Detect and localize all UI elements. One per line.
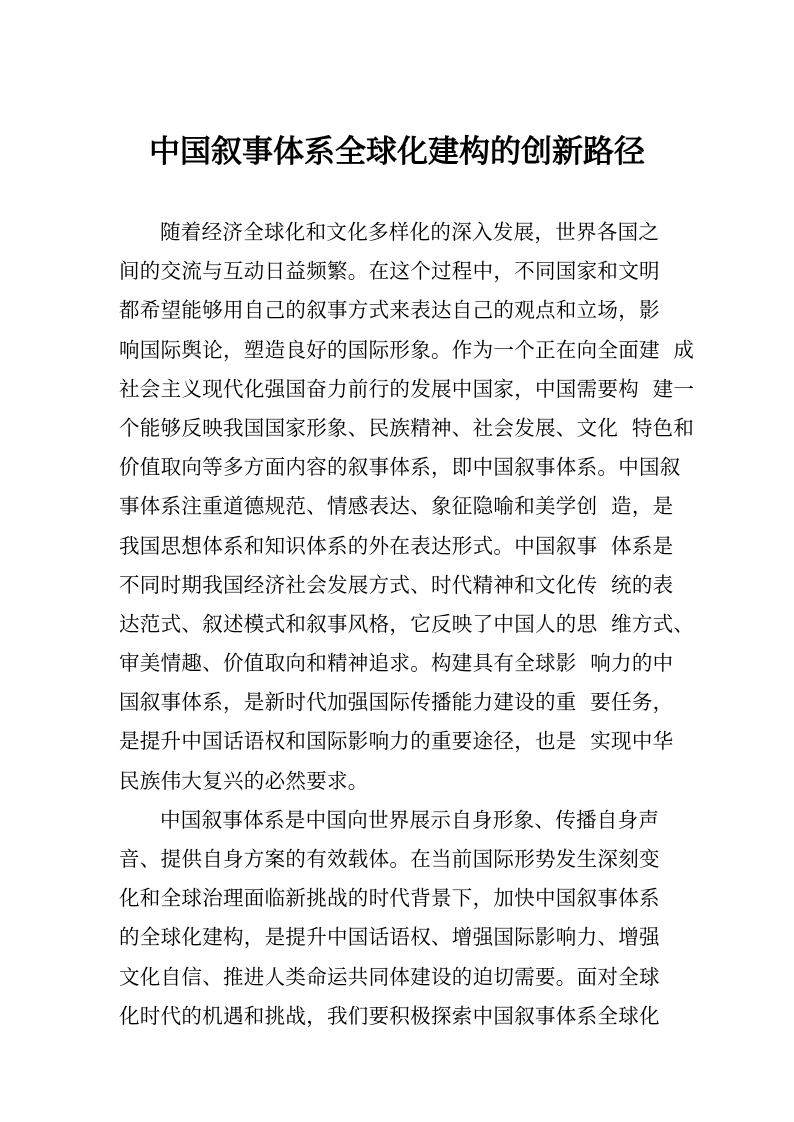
paragraph-line: 音、提供自身方案的有效载体。在当前国际形势发生深刻变 — [119, 847, 660, 871]
paragraph-line: 随着经济全球化和文化多样化的深入发展，世界各国之 — [160, 220, 660, 244]
paragraph-line: 都希望能够用自己的叙事方式来表达自己的观点和立场，影 — [119, 298, 660, 323]
paragraph-line: 审美情趣、价值取向和精神追求。构建具有全球影 响力的中 — [119, 651, 674, 676]
paragraph-line: 化和全球治理面临新挑战的时代背景下，加快中国叙事体系 — [119, 886, 660, 911]
paragraph-line: 不同时期我国经济社会发展方式、时代精神和文化传 统的表 — [119, 572, 674, 597]
paragraph-line: 社会主义现代化强国奋力前行的发展中国家，中国需要构 建一 — [119, 376, 695, 401]
paragraph-line: 价值取向等多方面内容的叙事体系，即中国叙事体系。中国叙 — [119, 455, 681, 480]
paragraph-line: 响国际舆论，塑造良好的国际形象。作为一个正在向全面建 成 — [119, 337, 695, 362]
paragraph-1 — [119, 213, 719, 801]
paragraph-2 — [119, 801, 719, 1036]
paragraph-line: 间的交流与互动日益频繁。在这个过程中，不同国家和文明 — [119, 259, 660, 284]
paragraph-line: 的全球化建构，是提升中国话语权、增强国际影响力、增强 — [119, 925, 660, 950]
paragraph-line: 个能够反映我国国家形象、民族精神、社会发展、文化 特色和 — [119, 415, 695, 440]
paragraph-line: 民族伟大复兴的必然要求。 — [119, 768, 369, 793]
paragraph-line: 化时代的机遇和挑战，我们要积极探索中国叙事体系全球化 — [119, 1003, 660, 1028]
paragraph-line: 我国思想体系和知识体系的外在表达形式。中国叙事 体系是 — [119, 533, 674, 558]
paragraph-line: 中国叙事体系是中国向世界展示自身形象、传播自身声 — [160, 807, 660, 832]
document-body — [119, 213, 719, 1036]
paragraph-line: 达范式、叙述模式和叙事风格，它反映了中国人的思 维方式、 — [119, 611, 695, 636]
paragraph-line: 事体系注重道德规范、情感表达、象征隐喻和美学创 造，是 — [119, 494, 674, 519]
paragraph-line: 文化自信、推进人类命运共同体建设的迫切需要。面对全球 — [119, 964, 660, 989]
paragraph-line: 国叙事体系，是新时代加强国际传播能力建设的重 要任务， — [119, 690, 674, 715]
document-title: 中国叙事体系全球化建构的创新路径 — [149, 134, 645, 170]
paragraph-line: 是提升中国话语权和国际影响力的重要途径，也是 实现中华 — [119, 729, 674, 754]
